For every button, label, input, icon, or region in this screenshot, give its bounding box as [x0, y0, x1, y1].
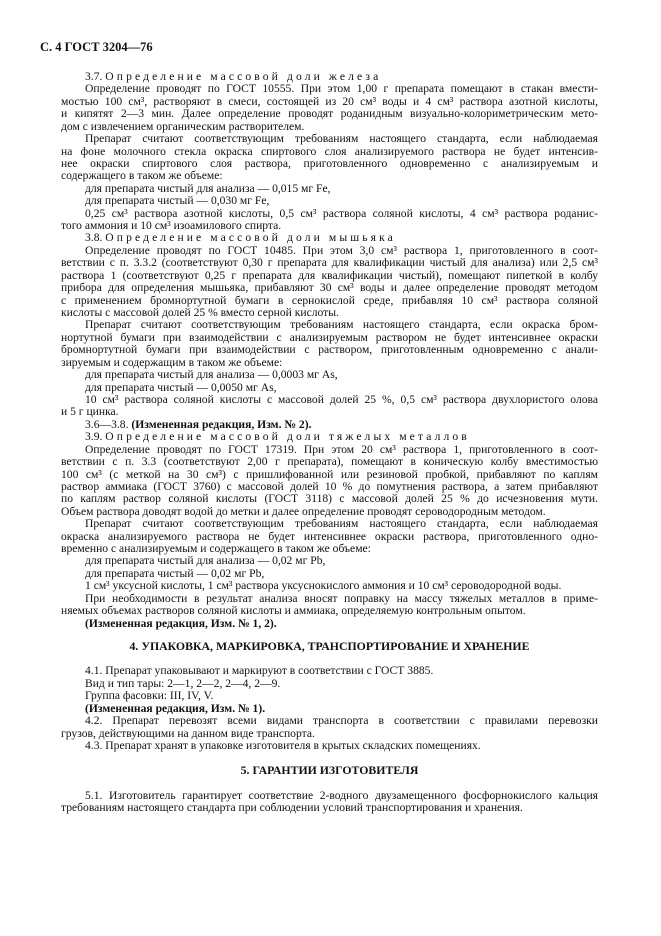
paragraph [61, 195, 598, 207]
text-line: 10 см³ раствора соляной кислоты с массовой долей 25 %, 0,5 см³ раствора двухлористого олова [85, 392, 598, 406]
text-line: 4.3. Препарат хранят в упаковке изготовителя в крытых складских помещениях. [85, 738, 481, 752]
text-line: грузов, действующими на данном виде транспорта. [61, 726, 315, 740]
text-line: Вид и тип тары: 2—1, 2—2, 2—4, 2—9. [85, 676, 281, 690]
section-subheading [61, 431, 598, 443]
text-line: требованиям настоящего стандарта при соблюдении условий транспортирования и хранения. [61, 801, 523, 815]
text-line: кислоты с массовой долей 25 % вместо серной кислоты. [61, 306, 339, 320]
text-line: Препарат считают соответствующим требованиям настоящего стандарта, если наблюдаемая [85, 517, 598, 531]
text-line: 5.1. Изготовитель гарантирует соответствие 2-водного двузамещенного фосфорнокислого кальция [85, 788, 598, 802]
text-line: дом с извлечением органическим растворителем. [61, 119, 305, 133]
text-line: и кипятят 2—3 мин. Далее определение проводят роданидным визуально-колориметрическим мето- [61, 107, 598, 121]
text-line: няемых объемах растворов соляной кислоты и аммиака, определяемую контрольным опытом. [61, 604, 526, 618]
text-line: для препарата чистый — 0,02 мг Pb, [85, 566, 265, 580]
paragraph [61, 444, 598, 519]
text-line: Определение проводят по ГОСТ 10485. При этом 3,0 см³ раствора 1, приготовленного в соот- [85, 243, 598, 257]
paragraph [61, 319, 598, 369]
section-subheading-text: Определение массовой доли железа [105, 70, 382, 83]
text-line: Группа фасовки: III, IV, V. [85, 689, 214, 703]
text-line: раствор аммиака (ГОСТ 3760) с массовой долей 10 % до помутнения раствора, а затем прибавляют [61, 479, 598, 493]
text-line: и 5 г цинка. [61, 405, 119, 419]
text-line: Объем раствора доводят водой до метки и далее определение проводят сероводородным методом. [61, 504, 546, 518]
text-line: для препарата чистый для анализа — 0,015 мг Fe, [85, 181, 331, 195]
paragraph [61, 593, 598, 618]
text-line: с применением бромнортутной бумаги в сернокислой среде, прибавляя 10 см³ раствора соляной [61, 293, 598, 307]
text-line: того аммония и 10 см³ изоамилового спирта. [61, 219, 282, 233]
section-number: 3.7. [85, 70, 103, 83]
text-line: на фоне молочного стекла окраска спиртового слоя анализируемого раствора не будет интенсив- [61, 144, 598, 158]
text-line: для препарата чистый — 0,030 мг Fe, [85, 194, 270, 208]
section-heading: 4. УПАКОВКА, МАРКИРОВКА, ТРАНСПОРТИРОВАНИЕ И ХРАНЕНИЕ [129, 638, 530, 653]
paragraph [61, 133, 598, 183]
text-line: бромнортутной бумаги при взаимодействии с раствором, приготовленным одновременно с анали- [61, 343, 598, 357]
text-line: При необходимости в результат анализа вносят поправку на массу тяжелых металлов в приме- [85, 591, 598, 605]
text-line: для препарата чистый для анализа — 0,02 мг Pb, [85, 554, 326, 568]
paragraph [61, 555, 598, 567]
paragraph [61, 740, 598, 752]
paragraph [61, 518, 598, 555]
text-line: 0,25 см³ раствора азотной кислоты, 0,5 см³ раствора соляной кислоты, 4 см³ раствора роданис- [85, 206, 598, 220]
text-line: 100 см³ (с меткой на 30 см³) с пришлифованной или резиновой пробкой, прибавляют по каплям [61, 467, 598, 481]
paragraph [61, 83, 598, 133]
text-line: Препарат считают соответствующим требованиям настоящего стандарта, если окраска бром- [85, 318, 598, 332]
amendment-note [61, 618, 598, 630]
page-header: С. 4 ГОСТ 3204—76 [40, 40, 153, 54]
paragraph [61, 208, 598, 233]
paragraph [61, 369, 598, 381]
text-line: Препарат считают соответствующим требованиям настоящего стандарта, если наблюдаемая [85, 132, 598, 146]
text-line: 4.1. Препарат упаковывают и маркируют в соответствии с ГОСТ 3885. [85, 664, 434, 678]
paragraph [61, 580, 598, 592]
text-line: ветствии с п. 3.3 (соответствуют 2,00 г препарата), помещают в коническую колбу вместимостью [61, 455, 598, 469]
section-subheading-text: Определение массовой доли мышьяка [105, 231, 396, 245]
text-line: окраска анализируемого раствора не будет интенсивнее окраски раствора, приготовленного одно- [61, 529, 598, 543]
text-line: содержащего в таком же объеме: [61, 169, 223, 183]
amendment-text: (Измененная редакция, Изм. № 1, 2). [85, 616, 277, 630]
text-line: для препарата чистый — 0,0050 мг As, [85, 380, 277, 394]
amendment-text: (Измененная редакция, Изм. № 2). [131, 417, 312, 431]
text-line: Определение проводят по ГОСТ 10555. При этом 1,00 г препарата помещают в стакан вмести- [85, 82, 598, 96]
amendment-range: 3.6—3.8. [85, 417, 129, 431]
paragraph [61, 245, 598, 320]
paragraph [61, 665, 598, 677]
section-number: 3.9. [85, 430, 103, 444]
text-line: 1 см³ уксусной кислоты, 1 см³ раствора уксуснокислого аммония и 10 см³ сероводородной воды. [85, 579, 562, 593]
text-line: раствора 1 (соответствуют 0,25 г препарата для квалификации чистый), помещают пипеткой в колбу [61, 268, 598, 282]
text-line: Определение проводят по ГОСТ 17319. При этом 20 см³ раствора 1, приготовленного в соот- [85, 442, 598, 456]
document-body [61, 71, 598, 815]
text-line: зируемым и содержащим в таком же объеме: [61, 355, 283, 369]
text-line: временно с анализируемым и содержащего в таком же объеме: [61, 542, 371, 556]
text-line: прибора для определения мышьяка, прибавляют 30 см³ воды и далее определение проводят методом [61, 281, 598, 295]
paragraph [61, 790, 598, 815]
section-subheading-text: Определение массовой доли тяжелых металлов [105, 430, 470, 444]
paragraph [61, 715, 598, 740]
text-line: мостью 100 см³, растворяют в смеси, состоящей из 20 см³ воды и 4 см³ раствора азотной кислоты, [61, 94, 598, 108]
text-line: 4.2. Препарат перевозят всеми видами транспорта в соответствии с правилами перевозки [85, 714, 598, 728]
paragraph [61, 394, 598, 419]
section-heading: 5. ГАРАНТИИ ИЗГОТОВИТЕЛЯ [240, 763, 419, 778]
text-line: для препарата чистый для анализа — 0,0003 мг As, [85, 368, 338, 382]
text-line: нее окраски спиртового слоя раствора, приготовленного одновременно с анализируемым и [61, 156, 598, 170]
amendment-text: (Измененная редакция, Изм. № 1). [85, 701, 266, 715]
text-line: ветствии с п. 3.3.2 (соответствуют 0,30 г препарата для квалификации чистый для анализа) или 2,5 см³ [61, 256, 598, 270]
section-number: 3.8. [85, 231, 103, 245]
text-line: нортутной бумаги при взаимодействии с анализируемым раствором не будет интенсивнее окраски [61, 330, 598, 344]
text-line: по каплям раствор соляной кислоты (ГОСТ 3118) с массовой долей 25 % до исчезновения мути. [61, 492, 598, 506]
